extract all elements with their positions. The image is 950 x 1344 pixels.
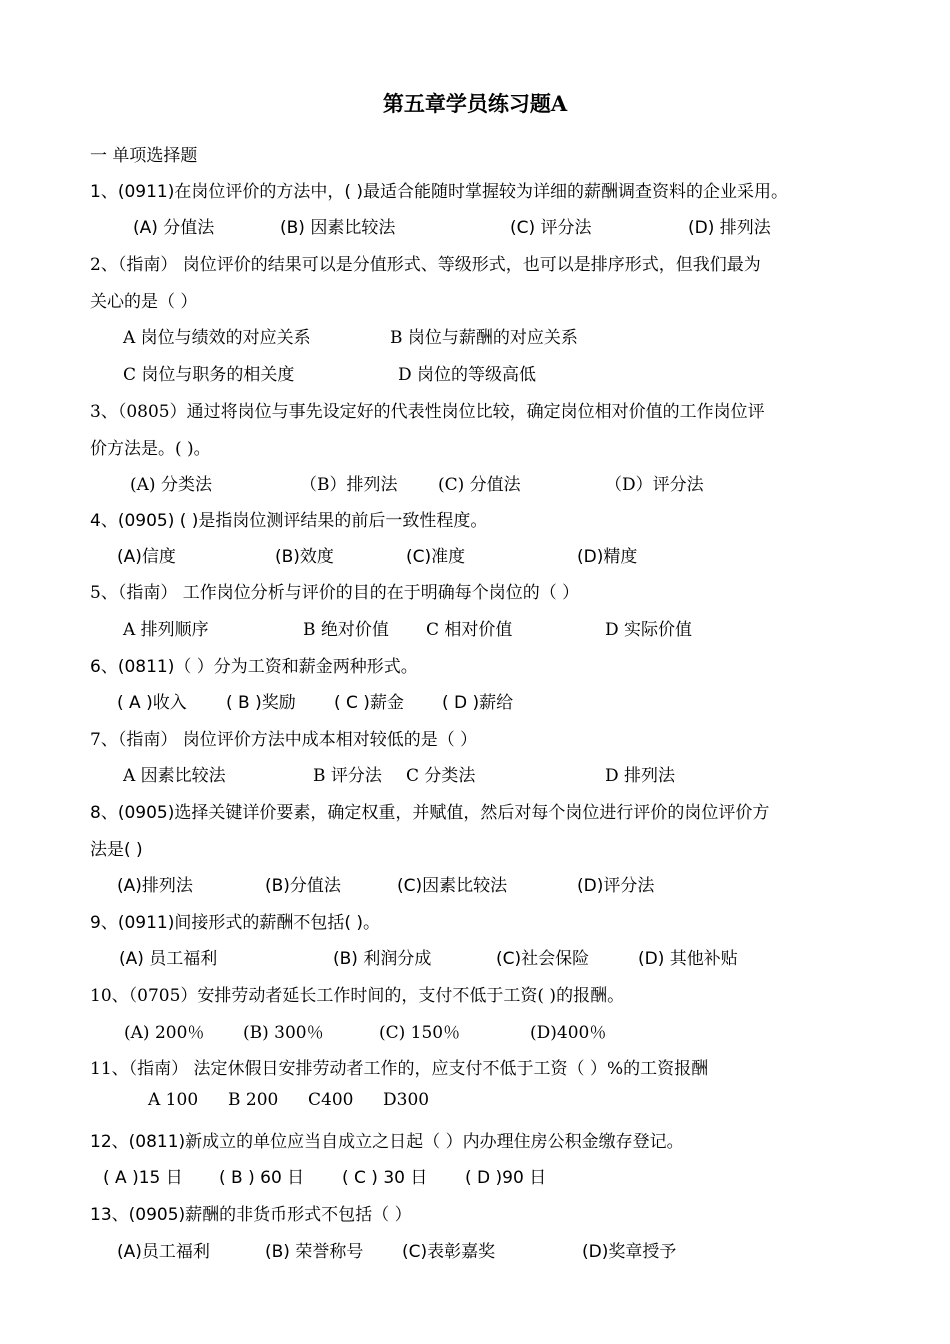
q12-option-d: ( D )90 日	[465, 1168, 547, 1188]
q5-option-d: D 实际价值	[605, 620, 693, 640]
q2-option-d: D 岗位的等级高低	[398, 365, 537, 385]
q10-option-d: (D)400％	[530, 1023, 607, 1043]
q7-option-c: C 分类法	[406, 766, 476, 786]
question-3-line-2: 价方法是。( )。	[90, 439, 211, 459]
q6-option-d: ( D )薪给	[442, 693, 514, 713]
question-10: 10、（0705）安排劳动者延长工作时间的，支付不低于工资( )的报酬。	[90, 986, 625, 1006]
question-8-line-2: 法是( )	[90, 840, 143, 860]
q1-option-c: (C) 评分法	[510, 218, 592, 238]
q12-option-c: ( C ) 30 日	[342, 1168, 428, 1188]
q4-option-d: (D)精度	[577, 547, 638, 567]
q8-option-c: (C)因素比较法	[397, 876, 508, 896]
q2-option-c: C 岗位与职务的相关度	[123, 365, 295, 385]
question-12: 12、(0811)新成立的单位应当自成立之日起（ ）内办理住房公积金缴存登记。	[90, 1132, 684, 1152]
q12-option-b: ( B ) 60 日	[219, 1168, 305, 1188]
question-6: 6、(0811)（ ）分为工资和薪金两种形式。	[90, 657, 418, 677]
question-2-line-2: 关心的是（ ）	[90, 292, 198, 312]
q11-option-d: D300	[383, 1090, 430, 1110]
q8-option-d: (D)评分法	[577, 876, 655, 896]
question-3-line-1: 3、（0805）通过将岗位与事先设定好的代表性岗位比较，确定岗位相对价值的工作岗位评	[90, 402, 765, 422]
question-2-line-1: 2、（指南） 岗位评价的结果可以是分值形式、等级形式，也可以是排序形式，但我们最为	[90, 255, 761, 275]
q9-option-b: (B) 利润分成	[333, 949, 432, 969]
q3-option-c: (C) 分值法	[438, 475, 521, 495]
q10-option-c: (C) 150％	[379, 1023, 461, 1043]
q3-option-b: （B）排列法	[300, 475, 398, 495]
q1-option-a: (A) 分值法	[133, 218, 215, 238]
q11-option-c: C400	[308, 1090, 354, 1110]
q9-option-a: (A) 员工福利	[119, 949, 218, 969]
question-9: 9、(0911)间接形式的薪酬不包括( )。	[90, 913, 381, 933]
q13-option-d: (D)奖章授予	[582, 1242, 677, 1262]
q9-option-d: (D) 其他补贴	[638, 949, 738, 969]
question-1: 1、(0911)在岗位评价的方法中，( )最适合能随时掌握较为详细的薪酬调查资料的企业采用。	[90, 182, 789, 202]
q7-option-b: B 评分法	[313, 766, 382, 786]
question-5: 5、（指南） 工作岗位分析与评价的目的在于明确每个岗位的（ ）	[90, 583, 580, 603]
q6-option-c: ( C )薪金	[334, 693, 404, 713]
q10-option-b: (B) 300％	[243, 1023, 324, 1043]
q6-option-a: ( A )收入	[117, 693, 187, 713]
q7-option-a: A 因素比较法	[123, 766, 226, 786]
q13-option-c: (C)表彰嘉奖	[402, 1242, 496, 1262]
q10-option-a: (A) 200％	[124, 1023, 205, 1043]
q3-option-a: (A) 分类法	[130, 475, 212, 495]
q5-option-c: C 相对价值	[426, 620, 513, 640]
q9-option-c: (C)社会保险	[496, 949, 590, 969]
q4-option-a: (A)信度	[117, 547, 176, 567]
q4-option-c: (C)准度	[406, 547, 466, 567]
q13-option-b: (B) 荣誉称号	[265, 1242, 364, 1262]
question-8-line-1: 8、(0905)选择关键详价要素，确定权重，并赋值，然后对每个岗位进行评价的岗位评价方	[90, 803, 770, 823]
q2-option-a: A 岗位与绩效的对应关系	[123, 328, 311, 348]
q1-option-d: (D) 排列法	[688, 218, 771, 238]
q7-option-d: D 排列法	[605, 766, 676, 786]
q12-option-a: ( A )15 日	[103, 1168, 183, 1188]
page-title: 第五章学员练习题A	[382, 91, 568, 116]
q6-option-b: ( B )奖励	[226, 693, 296, 713]
question-13: 13、(0905)薪酬的非货币形式不包括（ ）	[90, 1205, 412, 1225]
question-7: 7、（指南） 岗位评价方法中成本相对较低的是（ ）	[90, 730, 478, 750]
q3-option-d: （D）评分法	[605, 475, 704, 495]
section-heading: 一 单项选择题	[90, 146, 198, 166]
q4-option-b: (B)效度	[275, 547, 334, 567]
q8-option-a: (A)排列法	[117, 876, 193, 896]
q11-option-b: B 200	[228, 1090, 279, 1110]
q5-option-b: B 绝对价值	[303, 620, 389, 640]
q1-option-b: (B) 因素比较法	[280, 218, 396, 238]
question-4: 4、(0905) ( )是指岗位测评结果的前后一致性程度。	[90, 511, 488, 531]
question-11: 11、（指南） 法定休假日安排劳动者工作的，应支付不低于工资（ ）%的工资报酬	[90, 1059, 709, 1079]
q2-option-b: B 岗位与薪酬的对应关系	[390, 328, 578, 348]
q11-option-a: A 100	[148, 1090, 199, 1110]
q8-option-b: (B)分值法	[265, 876, 341, 896]
q5-option-a: A 排列顺序	[123, 620, 209, 640]
q13-option-a: (A)员工福利	[117, 1242, 210, 1262]
